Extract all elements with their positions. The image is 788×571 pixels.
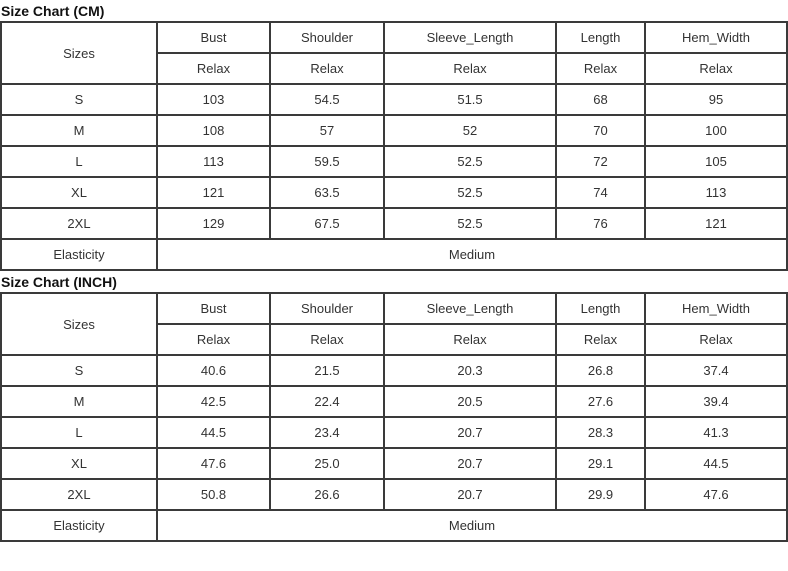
- value-cell: 39.4: [645, 386, 787, 417]
- subheader-cell: Relax: [157, 53, 270, 84]
- value-cell: 44.5: [157, 417, 270, 448]
- header-bust: Bust: [157, 22, 270, 53]
- subheader-cell: Relax: [157, 324, 270, 355]
- elasticity-value: Medium: [157, 510, 787, 541]
- value-cell: 54.5: [270, 84, 384, 115]
- value-cell: 113: [157, 146, 270, 177]
- table-row: [1, 448, 787, 479]
- value-cell: 26.6: [270, 479, 384, 510]
- header-hem-width: Hem_Width: [645, 22, 787, 53]
- size-cell: XL: [1, 177, 157, 208]
- value-cell: 37.4: [645, 355, 787, 386]
- value-cell: 121: [157, 177, 270, 208]
- value-cell: 52.5: [384, 208, 556, 239]
- value-cell: 29.9: [556, 479, 645, 510]
- value-cell: 70: [556, 115, 645, 146]
- size-cell: S: [1, 355, 157, 386]
- value-cell: 100: [645, 115, 787, 146]
- table-row: [1, 479, 787, 510]
- elasticity-label: Elasticity: [1, 239, 157, 270]
- value-cell: 20.3: [384, 355, 556, 386]
- value-cell: 52.5: [384, 177, 556, 208]
- table-row: [1, 146, 787, 177]
- table-row: [1, 177, 787, 208]
- value-cell: 108: [157, 115, 270, 146]
- value-cell: 26.8: [556, 355, 645, 386]
- value-cell: 23.4: [270, 417, 384, 448]
- value-cell: 40.6: [157, 355, 270, 386]
- elasticity-value: Medium: [157, 239, 787, 270]
- elasticity-label: Elasticity: [1, 510, 157, 541]
- value-cell: 57: [270, 115, 384, 146]
- value-cell: 47.6: [157, 448, 270, 479]
- header-bust: Bust: [157, 293, 270, 324]
- value-cell: 76: [556, 208, 645, 239]
- value-cell: 105: [645, 146, 787, 177]
- value-cell: 72: [556, 146, 645, 177]
- subheader-cell: Relax: [270, 53, 384, 84]
- value-cell: 21.5: [270, 355, 384, 386]
- size-cell: M: [1, 115, 157, 146]
- subheader-cell: Relax: [556, 53, 645, 84]
- value-cell: 103: [157, 84, 270, 115]
- value-cell: 52.5: [384, 146, 556, 177]
- table-row: [1, 208, 787, 239]
- size-cell: 2XL: [1, 208, 157, 239]
- table-row: [1, 417, 787, 448]
- subheader-cell: Relax: [384, 324, 556, 355]
- subheader-cell: Relax: [556, 324, 645, 355]
- value-cell: 22.4: [270, 386, 384, 417]
- value-cell: 20.7: [384, 479, 556, 510]
- header-row: [1, 293, 787, 324]
- table-row: [1, 386, 787, 417]
- value-cell: 42.5: [157, 386, 270, 417]
- header-length: Length: [556, 293, 645, 324]
- value-cell: 68: [556, 84, 645, 115]
- value-cell: 95: [645, 84, 787, 115]
- value-cell: 129: [157, 208, 270, 239]
- value-cell: 20.7: [384, 417, 556, 448]
- value-cell: 51.5: [384, 84, 556, 115]
- value-cell: 41.3: [645, 417, 787, 448]
- value-cell: 52: [384, 115, 556, 146]
- value-cell: 67.5: [270, 208, 384, 239]
- size-cell: M: [1, 386, 157, 417]
- value-cell: 20.5: [384, 386, 556, 417]
- size-chart-inch-table: [0, 292, 788, 542]
- table-row: [1, 355, 787, 386]
- header-sleeve-length: Sleeve_Length: [384, 293, 556, 324]
- header-hem-width: Hem_Width: [645, 293, 787, 324]
- value-cell: 74: [556, 177, 645, 208]
- size-chart-inch-title: Size Chart (INCH): [1, 274, 117, 290]
- value-cell: 47.6: [645, 479, 787, 510]
- header-row: [1, 22, 787, 53]
- size-cell: S: [1, 84, 157, 115]
- sizes-header: Sizes: [1, 293, 157, 355]
- size-cell: 2XL: [1, 479, 157, 510]
- table-row: [1, 84, 787, 115]
- header-shoulder: Shoulder: [270, 22, 384, 53]
- size-chart-cm-title: Size Chart (CM): [1, 3, 105, 19]
- subheader-cell: Relax: [384, 53, 556, 84]
- value-cell: 25.0: [270, 448, 384, 479]
- size-cell: L: [1, 146, 157, 177]
- value-cell: 113: [645, 177, 787, 208]
- header-length: Length: [556, 22, 645, 53]
- table-row: [1, 115, 787, 146]
- header-shoulder: Shoulder: [270, 293, 384, 324]
- value-cell: 63.5: [270, 177, 384, 208]
- value-cell: 28.3: [556, 417, 645, 448]
- value-cell: 20.7: [384, 448, 556, 479]
- elasticity-row: [1, 510, 787, 541]
- sizes-header: Sizes: [1, 22, 157, 84]
- value-cell: 121: [645, 208, 787, 239]
- subheader-cell: Relax: [645, 324, 787, 355]
- size-cell: L: [1, 417, 157, 448]
- value-cell: 27.6: [556, 386, 645, 417]
- size-chart-cm-table: [0, 21, 788, 271]
- value-cell: 44.5: [645, 448, 787, 479]
- value-cell: 59.5: [270, 146, 384, 177]
- size-cell: XL: [1, 448, 157, 479]
- subheader-cell: Relax: [645, 53, 787, 84]
- value-cell: 50.8: [157, 479, 270, 510]
- subheader-cell: Relax: [270, 324, 384, 355]
- value-cell: 29.1: [556, 448, 645, 479]
- header-sleeve-length: Sleeve_Length: [384, 22, 556, 53]
- elasticity-row: [1, 239, 787, 270]
